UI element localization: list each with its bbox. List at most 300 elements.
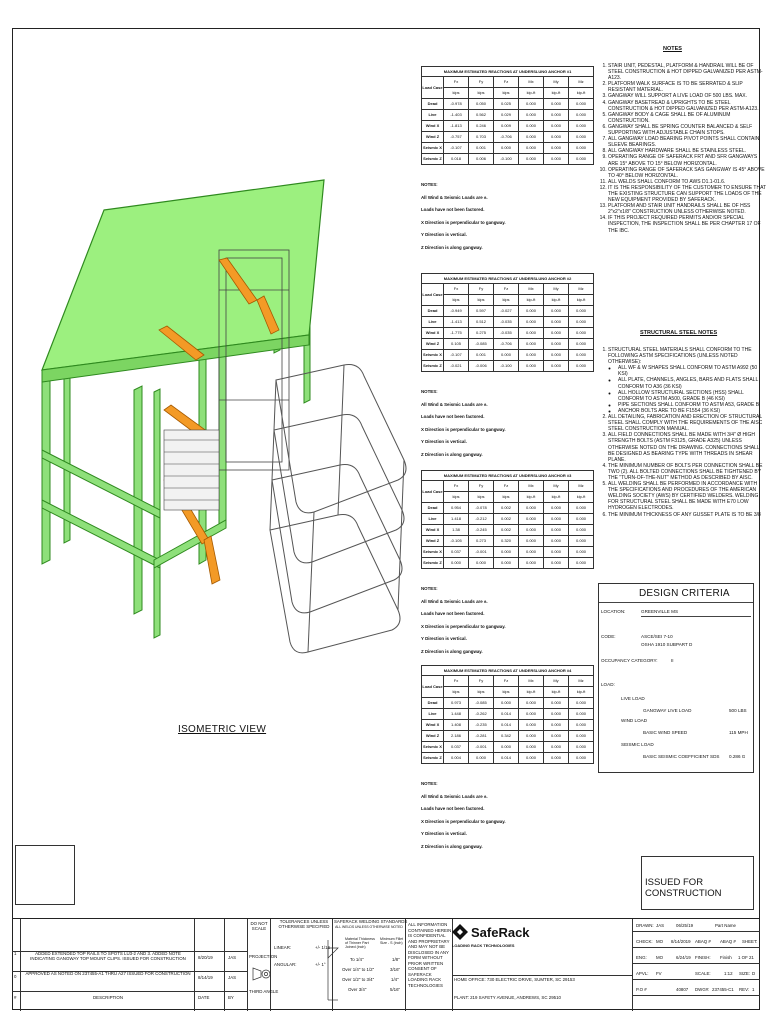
table-row xyxy=(422,317,594,328)
reaction-value: 0.000 xyxy=(519,328,544,339)
column-header: My xyxy=(544,77,569,88)
unit-header: kips xyxy=(444,295,469,306)
note-line: Z Direction is along gangway. xyxy=(421,451,483,457)
size-label: SIZE: xyxy=(739,971,750,976)
reaction-value: 0.000 xyxy=(569,143,594,154)
reaction-value: 0.014 xyxy=(494,709,519,720)
weld-row-4-thickness: Over 3/4" xyxy=(348,987,367,992)
reaction-value: 0.000 xyxy=(569,709,594,720)
reaction-value: 0.000 xyxy=(544,328,569,339)
reaction-value: 0.000 xyxy=(544,110,569,121)
structural-note-item xyxy=(608,512,766,518)
unit-header: kips xyxy=(469,295,494,306)
reaction-value: 0.320 xyxy=(494,536,519,547)
reaction-value: 0.000 xyxy=(519,306,544,317)
reaction-value: 0.000 xyxy=(569,306,594,317)
reaction-value: 0.000 xyxy=(569,110,594,121)
wind-speed-label: BASIC WIND SPEED xyxy=(643,730,688,735)
note-line: X Direction is perpendicular to gangway. xyxy=(421,623,506,629)
finish-value: Finish xyxy=(720,955,732,960)
reaction-value: 0.000 xyxy=(544,306,569,317)
rev-1-no: 1 xyxy=(14,951,17,956)
table-row xyxy=(422,110,594,121)
reaction-value: 1.448 xyxy=(444,709,469,720)
issued-for-construction-box xyxy=(641,856,754,910)
load-case-label: Wind Z xyxy=(422,339,444,350)
reaction-value: -0.027 xyxy=(494,306,519,317)
angular-value: +/- 1° xyxy=(315,962,326,967)
general-note-item: 3. GANGWAY WILL SUPPORT A LIVE LOAD OF 500 LBS. MAX. xyxy=(608,93,766,99)
rev-header-by: BY xyxy=(228,995,234,1000)
reaction-value: 0.000 xyxy=(544,154,569,165)
rev-label: REV: xyxy=(739,987,750,992)
reaction-table-notes xyxy=(421,778,593,853)
divider xyxy=(632,919,633,1011)
general-note-item: 6. GANGWAY SHALL BE SPRING COUNTER BALANCED & SELF SUPPORTING WITH ADJUSTABLE CHAIN STOPS. xyxy=(608,124,766,136)
proprietary-notice: ALL INFORMATION CONTAINED HEREIN IS CONFIDENTIAL AND PROPRIETARY AND MAY NOT BE DISCLOSED IN ANY FORM WITHOUT PRIOR WRITTEN CONSENT OF SAFERACK LOADING RACK TECHNOLOGIES xyxy=(408,922,452,988)
weld-header-fillet: Minimum Fillet Size - S (inch) xyxy=(380,937,404,945)
reaction-value: 0.001 xyxy=(469,143,494,154)
sheet-label: SHEET: xyxy=(742,939,758,944)
reaction-value: 0.000 xyxy=(544,143,569,154)
table-row xyxy=(422,720,594,731)
check-by: MO xyxy=(656,939,664,944)
load-case-label: Wind X xyxy=(422,720,444,731)
plant-address: PLANT: 219 SAFETY AVENUE, ANDREWS, SC 29510 xyxy=(454,995,561,1000)
weld-row-1-thickness: To 1/4" xyxy=(350,957,364,962)
seismic-load-label: SEISMIC LOAD xyxy=(621,742,654,747)
reaction-value: 0.000 xyxy=(469,558,494,569)
reaction-value: -1.813 xyxy=(444,121,469,132)
reaction-table-title: MAXIMUM ESTIMATED REACTIONS AT UNDERSLUNG ANCHOR #1 xyxy=(422,67,594,77)
unit-header: kip-ft xyxy=(544,88,569,99)
column-header: Mx xyxy=(519,77,544,88)
reaction-value: 0.000 xyxy=(544,698,569,709)
load-case-label: Live xyxy=(422,709,444,720)
reaction-value: 0.000 xyxy=(569,132,594,143)
reaction-value: 0.275 xyxy=(469,328,494,339)
weld-row-2-fillet: 3/16" xyxy=(390,967,401,972)
design-criteria-title: DESIGN CRITERIA xyxy=(639,588,730,599)
drawn-by: JAS xyxy=(656,923,665,928)
unit-header: kip-ft xyxy=(544,492,569,503)
reaction-value: 0.342 xyxy=(494,731,519,742)
structural-note-text: STRUCTURAL STEEL MATERIALS SHALL CONFORM TO THE FOLLOWING ASTM SPECIFICATIONS (UNLESS NOTED OTHERWISE): xyxy=(608,347,752,366)
reaction-value: 0.006 xyxy=(469,154,494,165)
isometric-gangway-drawing xyxy=(14,140,424,660)
check-label: CHECK: xyxy=(636,939,653,944)
eng-date: 6/24/19 xyxy=(676,955,691,960)
occupancy-label: OCCUPANCY CATEGORY: xyxy=(601,658,658,663)
note-line: X Direction is perpendicular to gangway. xyxy=(421,219,506,225)
unit-header: kip-ft xyxy=(519,88,544,99)
divider xyxy=(599,602,753,603)
note-line: All Wind & Seismic Loads are ±. xyxy=(421,401,488,407)
column-header: Fz xyxy=(494,676,519,687)
reaction-value: 0.512 xyxy=(469,317,494,328)
table-row xyxy=(422,339,594,350)
gangway-live-load-label: GANGWAY LIVE LOAD xyxy=(643,708,692,713)
divider xyxy=(632,947,760,948)
reaction-value: 0.000 xyxy=(544,121,569,132)
issued-for-construction-text: ISSUED FOR CONSTRUCTION xyxy=(645,877,722,899)
reaction-value: 0.000 xyxy=(519,547,544,558)
reaction-value: 0.000 xyxy=(494,558,519,569)
occupancy-value: II xyxy=(671,658,674,663)
reaction-table-anchor-3 xyxy=(421,470,594,569)
unit-header: kips xyxy=(469,687,494,698)
reaction-value: -0.949 xyxy=(444,306,469,317)
reaction-value: 0.000 xyxy=(544,99,569,110)
structural-note-subitem: ◦ ALL WF & W SHAPES SHALL CONFORM TO ASTM A992 (50 KSI) xyxy=(618,365,766,377)
divider xyxy=(194,919,195,1011)
table-row xyxy=(422,753,594,764)
reaction-value: -0.706 xyxy=(494,339,519,350)
unit-header: kip-ft xyxy=(569,687,594,698)
load-case-label: Wind Z xyxy=(422,731,444,742)
reaction-value: 0.597 xyxy=(469,306,494,317)
unit-header: kip-ft xyxy=(519,492,544,503)
general-note-item: 10. OPERATING RANGE OF SAFERACK SAS GANGWAY IS 45° ABOVE TO 40° BELOW HORIZONTAL. xyxy=(608,167,766,179)
reaction-value: 0.000 xyxy=(569,154,594,165)
reaction-value: 0.000 xyxy=(494,698,519,709)
divider xyxy=(641,616,751,617)
unit-header: kips xyxy=(494,295,519,306)
note-line: Loads have not been factored. xyxy=(421,806,485,811)
seismic-coefficient-label: BASIC SEISMIC COEFFICIENT SDS xyxy=(643,754,720,759)
column-header: Mz xyxy=(569,284,594,295)
note-line: All Wind & Seismic Loads are ±. xyxy=(421,598,488,604)
gangway-live-load-value: 500 LBS xyxy=(729,708,747,713)
structural-note-item xyxy=(608,481,766,511)
divider xyxy=(20,919,21,1011)
unit-header: kip-ft xyxy=(569,295,594,306)
reaction-table-anchor-1 xyxy=(421,66,594,165)
weld-row-3-fillet: 1/4" xyxy=(391,977,399,982)
weld-row-3-thickness: Over 1/2" to 3/4" xyxy=(342,977,375,982)
rev-header-description: DESCRIPTION xyxy=(92,995,123,1000)
weld-row-1-fillet: 1/8" xyxy=(392,957,400,962)
load-case-label: Seismic Z xyxy=(422,753,444,764)
divider xyxy=(405,919,406,1011)
unit-header: kip-ft xyxy=(544,295,569,306)
finish-label: FINISH: xyxy=(695,955,711,960)
saferack-logo xyxy=(450,920,530,966)
load-case-label: Live xyxy=(422,110,444,121)
column-header: Mz xyxy=(569,481,594,492)
table-row xyxy=(422,503,594,514)
load-case-label: Live xyxy=(422,514,444,525)
divider xyxy=(452,975,632,976)
load-case-header: Load Case xyxy=(422,284,444,306)
load-case-label: Seismic Z xyxy=(422,558,444,569)
note-line: Y Direction is vertical. xyxy=(421,831,467,836)
do-not-scale: DO NOT SCALE xyxy=(250,921,268,931)
reaction-value: 0.000 xyxy=(544,558,569,569)
table-row xyxy=(422,143,594,154)
reaction-table-notes xyxy=(421,179,593,254)
reaction-value: 0.000 xyxy=(569,525,594,536)
reaction-value: 0.000 xyxy=(519,503,544,514)
reaction-value: 1.38 xyxy=(444,525,469,536)
column-header: Fy xyxy=(469,481,494,492)
column-header: My xyxy=(544,481,569,492)
reaction-value: 0.000 xyxy=(544,547,569,558)
structural-note-text: ALL FIELD CONNECTIONS SHALL BE MADE WITH 3/4" Ø HIGH STRENGTH BOLTS (ASTM F3125, GRADE A325) UNLESS OTHERWISE NOTED ON THE DRAWING. CONNECTIONS SHALL BE DESIGNED AS BEARING TYPE WITH THREADS IN SHEAR PLANE. xyxy=(608,432,760,463)
reaction-value: 0.000 xyxy=(519,742,544,753)
reaction-value: 0.000 xyxy=(519,110,544,121)
table-row xyxy=(422,558,594,569)
location-label: LOCATION: xyxy=(601,609,626,614)
reaction-value: 0.002 xyxy=(494,525,519,536)
reaction-value: 0.000 xyxy=(519,731,544,742)
note-line: NOTES: xyxy=(421,389,438,394)
note-line: Z Direction is along gangway. xyxy=(421,648,483,654)
reaction-value: 0.973 xyxy=(444,698,469,709)
unit-header: kips xyxy=(444,88,469,99)
third-angle-projection-icon xyxy=(251,964,271,984)
reaction-value: 0.000 xyxy=(469,753,494,764)
note-line: Loads have not been factored. xyxy=(421,414,485,419)
unit-header: kip-ft xyxy=(569,88,594,99)
design-criteria-box xyxy=(598,583,754,773)
reaction-value: -0.078 xyxy=(469,503,494,514)
reaction-value: 0.025 xyxy=(494,99,519,110)
reaction-value: -0.245 xyxy=(469,525,494,536)
load-case-label: Dead xyxy=(422,306,444,317)
angular-label: ANGULAR: xyxy=(274,962,297,967)
reaction-value: -0.100 xyxy=(494,154,519,165)
reaction-value: 0.703 xyxy=(469,132,494,143)
general-note-item: 8. ALL GANGWAY HARDWARE SHALL BE STAINLESS STEEL. xyxy=(608,148,766,154)
general-notes-title: NOTES xyxy=(663,46,682,52)
reaction-value: 0.000 xyxy=(544,317,569,328)
unit-header: kips xyxy=(494,88,519,99)
reaction-value: -0.035 xyxy=(494,328,519,339)
table-row xyxy=(422,350,594,361)
note-line: NOTES: xyxy=(421,182,438,187)
reaction-value: 0.029 xyxy=(494,110,519,121)
general-note-item: 5. GANGWAY BODY & CAGE SHALL BE OF ALUMINUM CONSTRUCTION. xyxy=(608,112,766,124)
rev-0-by: JAS xyxy=(228,975,237,980)
reaction-value: 0.000 xyxy=(519,720,544,731)
column-header: Fz xyxy=(494,481,519,492)
general-note-item: 4. GANGWAY BASETREAD & UPRIGHTS TO BE STEEL CONSTRUCTION & HOT DIPPED GALVANIZED PER ASTM-A123. xyxy=(608,100,766,112)
unit-header: kips xyxy=(469,492,494,503)
reaction-value: 0.000 xyxy=(569,731,594,742)
rev-header-date: DATE xyxy=(198,995,210,1000)
structural-note-item xyxy=(608,414,766,432)
load-case-label: Seismic X xyxy=(422,742,444,753)
reaction-table-title: MAXIMUM ESTIMATED REACTIONS AT UNDERSLUNG ANCHOR #3 xyxy=(422,471,594,481)
note-line: Z Direction is along gangway. xyxy=(421,843,483,849)
structural-note-text: THE MINIMUM THICKNESS OF ANY GUSSET PLATE IS TO BE 3/8 xyxy=(608,511,761,518)
table-row xyxy=(422,731,594,742)
reaction-value: -0.085 xyxy=(469,698,494,709)
load-case-label: Wind X xyxy=(422,525,444,536)
load-case-label: Dead xyxy=(422,503,444,514)
reaction-value: -0.100 xyxy=(494,361,519,372)
column-header: Mx xyxy=(519,676,544,687)
reaction-value: 0.000 xyxy=(544,514,569,525)
reaction-value: 0.000 xyxy=(519,99,544,110)
steps xyxy=(164,430,219,510)
reaction-value: 0.009 xyxy=(494,121,519,132)
reaction-table-anchor-2 xyxy=(421,273,594,372)
rev-0-date: 8/14/19 xyxy=(198,975,213,980)
note-line: Z Direction is along gangway. xyxy=(421,244,483,250)
reaction-value: 0.000 xyxy=(494,143,519,154)
reaction-value: 0.000 xyxy=(544,525,569,536)
linear-label: LINEAR: xyxy=(274,945,292,950)
reaction-value: 1.408 xyxy=(444,720,469,731)
load-case-label: Seismic X xyxy=(422,547,444,558)
load-case-label: Seismic X xyxy=(422,350,444,361)
reaction-value: 0.000 xyxy=(544,361,569,372)
mass-label: ABAQ # xyxy=(695,939,711,944)
column-header: Mx xyxy=(519,284,544,295)
reaction-value: -1.775 xyxy=(444,328,469,339)
note-line: Y Direction is vertical. xyxy=(421,232,467,237)
load-case-label: Dead xyxy=(422,698,444,709)
reaction-value: 0.105 xyxy=(444,339,469,350)
reaction-value: 0.000 xyxy=(569,753,594,764)
divider xyxy=(224,919,225,1011)
engineer-stamp-box xyxy=(15,845,75,905)
note-line: Y Direction is vertical. xyxy=(421,439,467,444)
load-case-header: Load Case xyxy=(422,481,444,503)
reaction-value: 0.000 xyxy=(519,132,544,143)
table-row xyxy=(422,154,594,165)
table-row xyxy=(422,709,594,720)
safety-cage xyxy=(270,364,406,652)
reaction-value: 0.002 xyxy=(494,503,519,514)
reaction-value: -0.001 xyxy=(469,742,494,753)
table-row xyxy=(422,132,594,143)
table-row xyxy=(422,536,594,547)
reaction-value: 0.014 xyxy=(494,720,519,731)
part-name-label: Part Name xyxy=(715,923,736,928)
reaction-value: 0.000 xyxy=(519,525,544,536)
column-header: Fx xyxy=(444,284,469,295)
reaction-value: 0.000 xyxy=(544,503,569,514)
unit-header: kips xyxy=(469,88,494,99)
wind-load-label: WIND LOAD xyxy=(621,718,648,723)
reaction-value: 0.954 xyxy=(444,503,469,514)
reaction-table-notes xyxy=(421,583,593,658)
eng-label: ENG: xyxy=(636,955,647,960)
rev-header-no: # xyxy=(14,995,17,1000)
code-label: CODE: xyxy=(601,634,616,639)
reaction-value: 0.000 xyxy=(569,503,594,514)
drawn-label: DRAWN: xyxy=(636,923,654,928)
reaction-value: 0.000 xyxy=(569,547,594,558)
dwg-value: 237455-C1 xyxy=(712,987,734,992)
load-case-label: Live xyxy=(422,317,444,328)
reaction-value: 0.000 xyxy=(494,350,519,361)
column-header: Fz xyxy=(494,77,519,88)
reaction-value: -0.105 xyxy=(444,536,469,547)
svg-text:LOADING RACK TECHNOLOGIES: LOADING RACK TECHNOLOGIES xyxy=(452,943,515,948)
reaction-value: 0.000 xyxy=(494,742,519,753)
reaction-value: 0.000 xyxy=(519,350,544,361)
general-note-item: 14. IF THIS PROJECT REQUIRED PERMITS AND/OR SPECIAL INSPECTION, THE INSPECTION SHALL BE PER CHAPTER 17 OF THE IBC. xyxy=(608,215,766,233)
reaction-value: 0.562 xyxy=(469,110,494,121)
reaction-value: 0.000 xyxy=(544,731,569,742)
structural-notes-title: STRUCTURAL STEEL NOTES xyxy=(640,330,718,336)
reaction-value: 0.000 xyxy=(569,742,594,753)
reaction-value: 0.000 xyxy=(444,558,469,569)
reaction-value: 0.002 xyxy=(494,514,519,525)
general-notes-list xyxy=(598,63,766,234)
third-angle-label: THIRD ANGLE xyxy=(249,989,279,994)
unit-header: kips xyxy=(444,687,469,698)
reaction-value: 0.000 xyxy=(544,350,569,361)
load-label: LOAD: xyxy=(601,682,615,687)
note-line: X Direction is perpendicular to gangway. xyxy=(421,818,506,824)
column-header: Fz xyxy=(494,284,519,295)
live-load-label: LIVE LOAD xyxy=(621,696,645,701)
reaction-value: 0.000 xyxy=(519,709,544,720)
column-header: Fy xyxy=(469,676,494,687)
reaction-value: 0.000 xyxy=(569,720,594,731)
note-line: Y Direction is vertical. xyxy=(421,636,467,641)
structural-note-item xyxy=(608,347,766,414)
column-header: Mx xyxy=(519,481,544,492)
reaction-value: 0.000 xyxy=(519,514,544,525)
check-date: 8/14/2019 xyxy=(671,939,691,944)
drawn-date: 06/25/19 xyxy=(676,923,694,928)
table-row xyxy=(422,99,594,110)
column-header: My xyxy=(544,284,569,295)
reaction-value: 0.000 xyxy=(569,350,594,361)
reaction-value: 0.000 xyxy=(519,361,544,372)
load-case-label: Seismic Z xyxy=(422,361,444,372)
column-header: Fx xyxy=(444,77,469,88)
table-row xyxy=(422,328,594,339)
note-line: Loads have not been factored. xyxy=(421,207,485,212)
load-case-header: Load Case xyxy=(422,77,444,99)
divider xyxy=(632,963,760,964)
reaction-value: -0.107 xyxy=(444,350,469,361)
code-value-1: ASCE/SEI 7-10 xyxy=(641,634,673,639)
reaction-value: -0.021 xyxy=(444,361,469,372)
unit-header: kips xyxy=(494,687,519,698)
scale-value: 1:12 xyxy=(724,971,733,976)
reaction-value: 0.000 xyxy=(519,143,544,154)
dwg-label: DWG#: xyxy=(695,987,710,992)
load-case-label: Seismic X xyxy=(422,143,444,154)
reaction-value: -1.413 xyxy=(444,317,469,328)
reaction-value: 0.273 xyxy=(469,536,494,547)
reaction-table-title: MAXIMUM ESTIMATED REACTIONS AT UNDERSLUNG ANCHOR #2 xyxy=(422,274,594,284)
mass-value: ABAQ # xyxy=(720,939,736,944)
reaction-value: 0.001 xyxy=(469,350,494,361)
reaction-value: -0.107 xyxy=(444,143,469,154)
weld-header-thickness: Material Thickness of Thinner Part Joined (inch) xyxy=(345,937,375,949)
load-case-label: Wind X xyxy=(422,121,444,132)
rev-1-description: ADDED EXTENDED TOP RAILS TO SPOTS LU3-2 AND 3. ADDED NOTE INDICATING GANGWAY TOP MOUNT CLIPS. ISSUED FOR CONSTRUCTION xyxy=(30,951,186,961)
reaction-value: 0.000 xyxy=(544,742,569,753)
structural-note-text: ALL DETAILING, FABRICATION AND ERECTION OF STRUCTURAL STEEL SHALL COMPLY WITH THE REQUIREMENTS OF THE AISC STEEL CONSTRUCTION MANUAL. xyxy=(608,414,763,433)
reaction-value: -0.235 xyxy=(469,720,494,731)
reaction-value: 0.000 xyxy=(519,317,544,328)
load-case-label: Wind X xyxy=(422,328,444,339)
reaction-value: 0.004 xyxy=(444,753,469,764)
eng-by: MO xyxy=(656,955,664,960)
rev-1-by: JAS xyxy=(228,955,237,960)
rev-value: 1 xyxy=(752,987,755,992)
